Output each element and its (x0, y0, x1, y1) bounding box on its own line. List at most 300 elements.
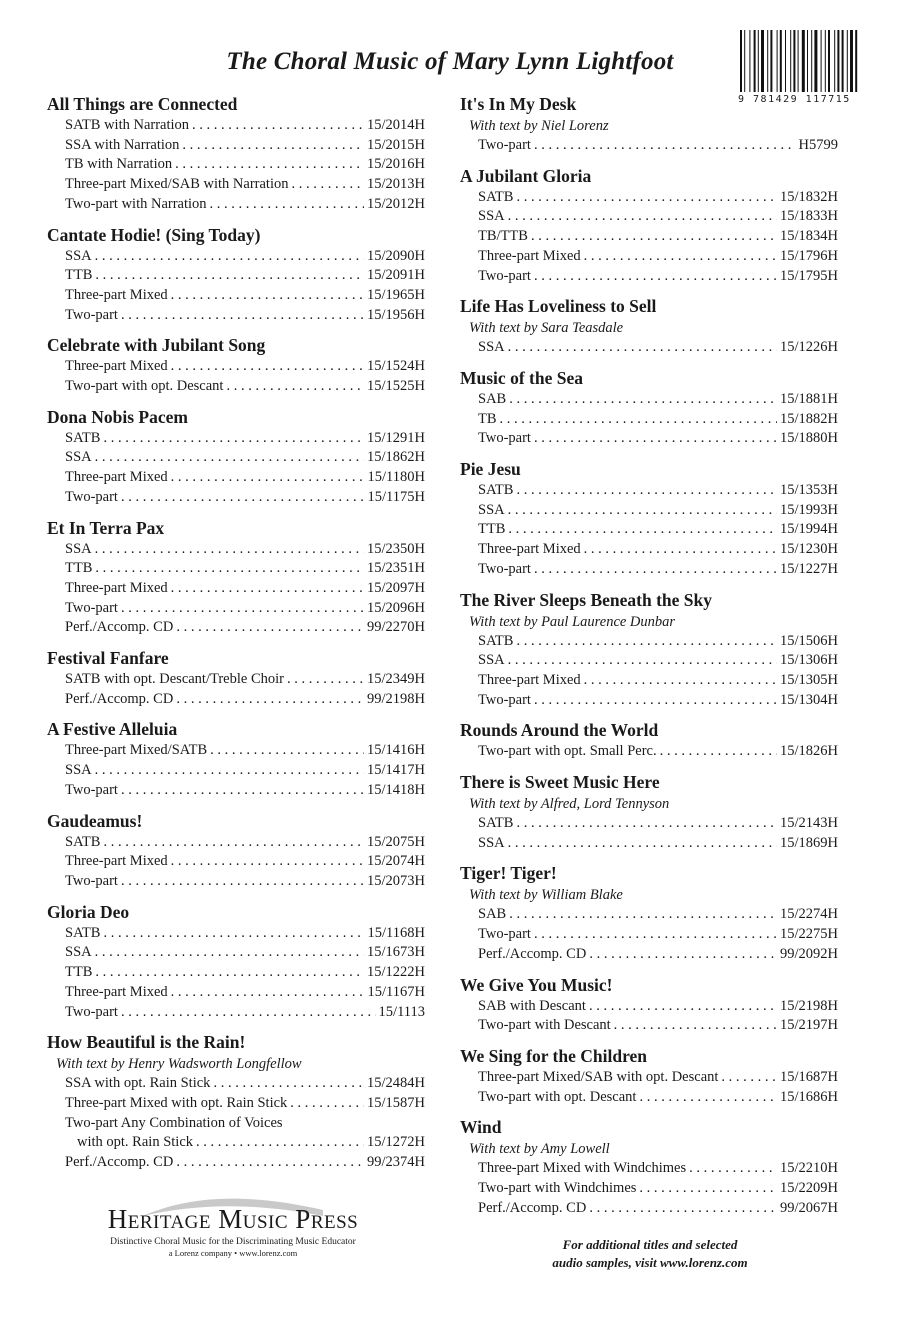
work-entry (47, 92, 425, 215)
work-title: How Beautiful is the Rain! (47, 1032, 246, 1053)
edition-leader-dots (721, 1068, 777, 1088)
edition-row (460, 1016, 838, 1036)
edition-number: 15/1956H (367, 306, 425, 323)
edition-number: 15/1113 (378, 1003, 425, 1020)
work-entry (460, 861, 838, 964)
edition-number: 15/1832H (780, 188, 838, 205)
barcode-bar (814, 30, 817, 92)
edition-label: SATB (478, 482, 514, 499)
work-title: Cantate Hodie! (Sing Today) (47, 224, 261, 245)
edition-leader-dots (584, 540, 777, 560)
edition-leader-dots (213, 1074, 364, 1094)
edition-leader-dots (176, 690, 364, 710)
edition-label: Two-part (65, 781, 118, 798)
edition-number: 15/1882H (780, 410, 838, 427)
edition-number: 15/2349H (367, 671, 425, 688)
edition-row (47, 618, 425, 638)
barcode-bar (785, 30, 786, 92)
edition-number: 15/1834H (780, 228, 838, 245)
edition-row (460, 834, 838, 854)
work-entry (47, 809, 425, 892)
edition-row (460, 540, 838, 560)
edition-row (47, 377, 425, 397)
edition-number: 15/2274H (780, 906, 838, 923)
edition-leader-dots (121, 488, 365, 508)
edition-label: SSA (65, 762, 92, 779)
edition-number: 15/2090H (367, 247, 425, 264)
publisher-name: Heritage Music Press (107, 1204, 359, 1234)
edition-number: 99/2270H (367, 619, 425, 636)
publisher-subline: a Lorenz company • www.lorenz.com (168, 1248, 298, 1258)
edition-leader-dots (171, 468, 365, 488)
edition-leader-dots (534, 560, 777, 580)
edition-number: 15/1795H (780, 267, 838, 284)
edition-row (47, 559, 425, 579)
edition-label: Two-part with opt. Descant (478, 1088, 637, 1105)
edition-number: 15/1417H (367, 762, 425, 779)
work-title: A Festive Alleluia (47, 719, 178, 740)
edition-leader-dots (500, 410, 777, 430)
edition-number: 15/1305H (780, 671, 838, 688)
edition-label: TTB (65, 964, 93, 981)
work-subtitle: With text by Alfred, Lord Tennyson (469, 796, 670, 813)
work-title: Festival Fanfare (47, 648, 169, 669)
edition-leader-dots (171, 286, 364, 306)
barcode-bar (790, 30, 791, 92)
edition-number: 15/2015H (367, 136, 425, 153)
edition-label: Three-part Mixed (478, 247, 581, 264)
edition-row (460, 227, 838, 247)
edition-leader-dots (95, 943, 364, 963)
edition-number: 15/2484H (367, 1075, 425, 1092)
edition-leader-dots (534, 267, 777, 287)
edition-label: Two-part (65, 599, 118, 616)
edition-row (47, 781, 425, 801)
edition-number: 15/1304H (780, 691, 838, 708)
edition-row (460, 481, 838, 501)
edition-leader-dots (95, 448, 364, 468)
work-entry (460, 366, 838, 449)
work-title: Celebrate with Jubilant Song (47, 335, 266, 356)
edition-number: 15/2210H (780, 1160, 838, 1177)
edition-number: 15/2016H (367, 156, 425, 173)
edition-label: Perf./Accomp. CD (478, 1199, 587, 1216)
edition-row (460, 1179, 838, 1199)
edition-label: Two-part with opt. Small Perc. (478, 743, 657, 760)
edition-label: SAB (478, 906, 507, 923)
barcode-bars (738, 30, 890, 92)
barcode-bar (834, 30, 835, 92)
barcode-bar (754, 30, 756, 92)
edition-row (47, 488, 425, 508)
edition-number: 15/2091H (367, 267, 425, 284)
edition-label: Three-part Mixed (65, 983, 168, 1000)
edition-label: Two-part (478, 560, 531, 577)
edition-label: SSA (478, 652, 505, 669)
edition-row (47, 761, 425, 781)
work-subtitle: With text by William Blake (469, 887, 623, 904)
edition-row (47, 286, 425, 306)
work-title: We Sing for the Children (460, 1045, 648, 1066)
edition-number: 15/2074H (367, 853, 425, 870)
edition-leader-dots (121, 1003, 376, 1023)
edition-leader-dots (291, 175, 364, 195)
edition-row (47, 136, 425, 156)
edition-label: SSA with Narration (65, 136, 180, 153)
work-title: The River Sleeps Beneath the Sky (460, 589, 712, 610)
edition-leader-dots (171, 357, 364, 377)
edition-leader-dots (95, 540, 364, 560)
edition-row (460, 390, 838, 410)
edition-number: 15/1291H (367, 429, 425, 446)
footer-note-line1: For additional titles and selected (562, 1237, 738, 1252)
edition-row (460, 1159, 838, 1179)
work-entry (460, 770, 838, 853)
edition-row (47, 306, 425, 326)
edition-row (47, 468, 425, 488)
work-title: Rounds Around the World (460, 720, 659, 741)
edition-number: 15/2197H (780, 1017, 838, 1034)
edition-number: 15/1168H (367, 924, 425, 941)
edition-number: 15/1416H (367, 742, 425, 759)
edition-number: 15/1687H (780, 1068, 838, 1085)
edition-row (47, 540, 425, 560)
work-entry (47, 333, 425, 396)
edition-leader-dots (639, 1179, 777, 1199)
barcode-bar (855, 30, 857, 92)
edition-label: Two-part with Narration (65, 195, 207, 212)
edition-leader-dots (516, 632, 777, 652)
edition-row (47, 155, 425, 175)
work-title: A Jubilant Gloria (460, 165, 592, 186)
edition-row (460, 814, 838, 834)
edition-row (460, 247, 838, 267)
publisher-logo (68, 1192, 398, 1258)
edition-label: SAB with Descant (478, 997, 586, 1014)
left-column (47, 92, 425, 1181)
edition-number: 15/1796H (780, 247, 838, 264)
work-title: We Give You Music! (460, 974, 613, 995)
work-entry (460, 1115, 838, 1218)
work-entry (460, 718, 838, 762)
barcode-bar (821, 30, 822, 92)
work-subtitle: With text by Henry Wadsworth Longfellow (56, 1056, 302, 1073)
edition-leader-dots (509, 905, 777, 925)
edition-row (47, 741, 425, 761)
edition-leader-dots (95, 963, 364, 983)
edition-number: 15/1506H (780, 632, 838, 649)
edition-row (47, 943, 425, 963)
edition-leader-dots (121, 599, 364, 619)
edition-label: Three-part Mixed with Windchimes (478, 1160, 687, 1177)
edition-leader-dots (175, 155, 364, 175)
edition-label: Three-part Mixed (65, 469, 168, 486)
edition-label: SSA (65, 247, 92, 264)
edition-row (47, 579, 425, 599)
edition-number: 15/1175H (367, 488, 425, 505)
edition-label: SSA (65, 944, 92, 961)
edition-leader-dots (589, 945, 777, 965)
edition-number: 15/1673H (367, 944, 425, 961)
edition-number: 15/2198H (780, 997, 838, 1014)
edition-number: 15/1833H (780, 208, 838, 225)
edition-label: Three-part Mixed (65, 853, 168, 870)
work-entry (460, 588, 838, 711)
edition-label: SATB (65, 429, 101, 446)
edition-row (460, 501, 838, 521)
edition-number: 15/1862H (367, 449, 425, 466)
edition-leader-dots (584, 247, 777, 267)
edition-number: 15/2012H (367, 195, 425, 212)
edition-leader-dots (584, 671, 777, 691)
edition-number: 15/1686H (780, 1088, 838, 1105)
edition-leader-dots (516, 814, 777, 834)
work-subtitle: With text by Paul Laurence Dunbar (469, 613, 676, 630)
barcode-bar (780, 30, 782, 92)
work-title: Pie Jesu (460, 459, 521, 480)
edition-row (47, 872, 425, 892)
edition-number: 15/2275H (780, 926, 838, 943)
edition-label: Three-part Mixed/SAB with opt. Descant (478, 1068, 719, 1085)
edition-row (47, 963, 425, 983)
edition-number: 15/1524H (367, 358, 425, 375)
edition-row (47, 1114, 425, 1153)
footer-note-line2: audio samples, visit www.lorenz.com (552, 1255, 748, 1270)
edition-number: 15/1230H (780, 541, 838, 558)
edition-number: H5799 (798, 137, 838, 153)
work-entry (47, 717, 425, 800)
edition-leader-dots (121, 306, 364, 326)
edition-label: SSA (478, 208, 505, 225)
work-title: Gaudeamus! (47, 810, 143, 831)
edition-leader-dots (103, 924, 364, 944)
edition-label: SATB with opt. Descant/Treble Choir (65, 671, 284, 688)
barcode-bar (847, 30, 848, 92)
edition-leader-dots (531, 227, 777, 247)
edition-leader-dots (287, 670, 364, 690)
edition-leader-dots (95, 266, 364, 286)
edition-row (47, 1094, 425, 1114)
barcode-bar (825, 30, 826, 92)
work-title: Tiger! Tiger! (460, 863, 557, 884)
edition-leader-dots (192, 116, 364, 136)
edition-number: 15/1869H (780, 834, 838, 851)
edition-label: SSA (478, 834, 505, 851)
edition-label: Three-part Mixed (478, 671, 581, 688)
edition-leader-dots (508, 338, 777, 358)
edition-number: 15/2075H (367, 833, 425, 850)
footer-note (500, 1236, 800, 1272)
edition-number: 15/1993H (780, 501, 838, 518)
edition-label: Two-part with Descant (478, 1017, 611, 1034)
edition-row (47, 833, 425, 853)
edition-leader-dots (226, 377, 364, 397)
edition-leader-dots (508, 207, 777, 227)
edition-number: 15/1227H (780, 560, 838, 577)
edition-label: Perf./Accomp. CD (478, 945, 587, 962)
edition-row (460, 136, 838, 156)
edition-row (460, 671, 838, 691)
edition-leader-dots (182, 136, 364, 156)
barcode-bar (807, 30, 808, 92)
work-entry (47, 900, 425, 1023)
edition-label: Two-part (478, 926, 531, 943)
edition-row (47, 1074, 425, 1094)
work-entry (47, 1030, 425, 1173)
edition-row (460, 1088, 838, 1108)
edition-label: SATB (478, 632, 514, 649)
edition-leader-dots (210, 741, 364, 761)
barcode-bar (740, 30, 742, 92)
edition-number: 15/2013H (367, 176, 425, 193)
edition-number: 99/2374H (367, 1154, 425, 1171)
barcode-bar (777, 30, 778, 92)
edition-label: Three-part Mixed/SATB (65, 742, 208, 759)
work-title: All Things are Connected (47, 94, 238, 114)
edition-leader-dots (508, 520, 777, 540)
publisher-tagline: Distinctive Choral Music for the Discriminating Music Educator (110, 1237, 356, 1247)
edition-leader-dots (534, 429, 777, 449)
right-column (460, 92, 838, 1227)
work-title: Et In Terra Pax (47, 517, 165, 538)
edition-number: 15/2096H (367, 599, 425, 616)
edition-row (460, 691, 838, 711)
edition-leader-dots (176, 1153, 364, 1173)
edition-leader-dots (534, 925, 777, 945)
edition-leader-dots (614, 1016, 777, 1036)
edition-label: Two-part (478, 267, 531, 284)
edition-number: 15/1226H (780, 339, 838, 356)
edition-leader-dots (689, 1159, 777, 1179)
edition-number: 15/1525H (367, 378, 425, 395)
work-subtitle: With text by Sara Teasdale (469, 320, 624, 337)
edition-leader-dots (95, 761, 364, 781)
edition-row (47, 690, 425, 710)
edition-row (47, 1153, 425, 1173)
edition-label: SSA (65, 449, 92, 466)
edition-row (47, 852, 425, 872)
edition-label: TB (478, 410, 497, 427)
edition-row (460, 925, 838, 945)
edition-row (47, 357, 425, 377)
edition-row (460, 1199, 838, 1219)
edition-label: SATB (478, 188, 514, 205)
edition-row (47, 116, 425, 136)
edition-number: 15/2097H (367, 579, 425, 596)
edition-row (460, 1068, 838, 1088)
edition-leader-dots (171, 579, 364, 599)
edition-number: 15/1994H (780, 521, 838, 538)
work-entry (460, 973, 838, 1036)
edition-label: Perf./Accomp. CD (65, 690, 174, 707)
work-title: Dona Nobis Pacem (47, 406, 188, 427)
edition-row (47, 175, 425, 195)
edition-row (47, 924, 425, 944)
work-title: Music of the Sea (460, 367, 583, 388)
edition-row (47, 670, 425, 690)
edition-leader-dots (589, 1199, 777, 1219)
edition-label: Three-part Mixed (65, 358, 168, 375)
edition-row (460, 429, 838, 449)
barcode-bar (793, 30, 795, 92)
edition-row (47, 599, 425, 619)
edition-number: 15/2143H (780, 815, 838, 832)
barcode-bar (802, 30, 805, 92)
page-title: The Choral Music of Mary Lynn Lightfoot (226, 48, 674, 75)
edition-number: 15/1587H (367, 1094, 425, 1111)
edition-label: Two-part (65, 488, 118, 505)
barcode-bar (761, 30, 764, 92)
edition-number: 15/2014H (367, 117, 425, 133)
edition-number: 99/2067H (780, 1199, 838, 1216)
edition-number: 15/1180H (367, 469, 425, 486)
edition-label: TB with Narration (65, 156, 173, 173)
work-entry (47, 646, 425, 709)
edition-label: Three-part Mixed/SAB with Narration (65, 176, 289, 193)
barcode-bar (767, 30, 768, 92)
work-title: Wind (460, 1117, 502, 1138)
edition-leader-dots (516, 481, 777, 501)
edition-leader-dots (660, 742, 777, 762)
work-subtitle: With text by Niel Lorenz (469, 118, 609, 134)
edition-label: TTB (478, 521, 506, 538)
edition-leader-dots (589, 997, 777, 1017)
edition-label-continued: with opt. Rain Stick (77, 1134, 193, 1151)
work-entry (47, 223, 425, 326)
edition-row (460, 560, 838, 580)
edition-leader-dots (176, 618, 364, 638)
work-entry (460, 294, 838, 358)
work-title: There is Sweet Music Here (460, 772, 660, 793)
edition-number: 15/1167H (367, 983, 425, 1000)
edition-label: TTB (65, 267, 93, 284)
edition-leader-dots (290, 1094, 364, 1114)
edition-label: SATB (65, 924, 101, 941)
barcode-bar (837, 30, 839, 92)
edition-row (460, 410, 838, 430)
edition-number: 15/1418H (367, 781, 425, 798)
work-entry (47, 405, 425, 508)
edition-label: Three-part Mixed (478, 541, 581, 558)
edition-label: Two-part with Windchimes (478, 1180, 637, 1197)
edition-row (460, 905, 838, 925)
edition-leader-dots (95, 559, 364, 579)
edition-label: Two-part (65, 1003, 118, 1020)
barcode-bar (842, 30, 844, 92)
edition-number: 15/1306H (780, 652, 838, 669)
edition-label: SSA (478, 501, 505, 518)
edition-leader-dots (196, 1133, 364, 1153)
edition-label: SATB (478, 815, 514, 832)
edition-label: SAB (478, 390, 507, 407)
edition-number: 15/1826H (780, 743, 838, 760)
edition-row (460, 742, 838, 762)
edition-row (460, 997, 838, 1017)
edition-number: 15/1965H (367, 286, 425, 303)
edition-label: Two-part (65, 872, 118, 889)
edition-leader-dots (508, 651, 777, 671)
edition-leader-dots (121, 872, 364, 892)
edition-label: Perf./Accomp. CD (65, 619, 174, 636)
edition-number: 15/2350H (367, 540, 425, 557)
edition-row (47, 195, 425, 215)
edition-leader-dots (171, 852, 364, 872)
edition-number: 15/2209H (780, 1180, 838, 1197)
barcode-bar (758, 30, 759, 92)
edition-label: Two-part (478, 691, 531, 708)
edition-row (47, 266, 425, 286)
edition-leader-dots (210, 195, 364, 215)
